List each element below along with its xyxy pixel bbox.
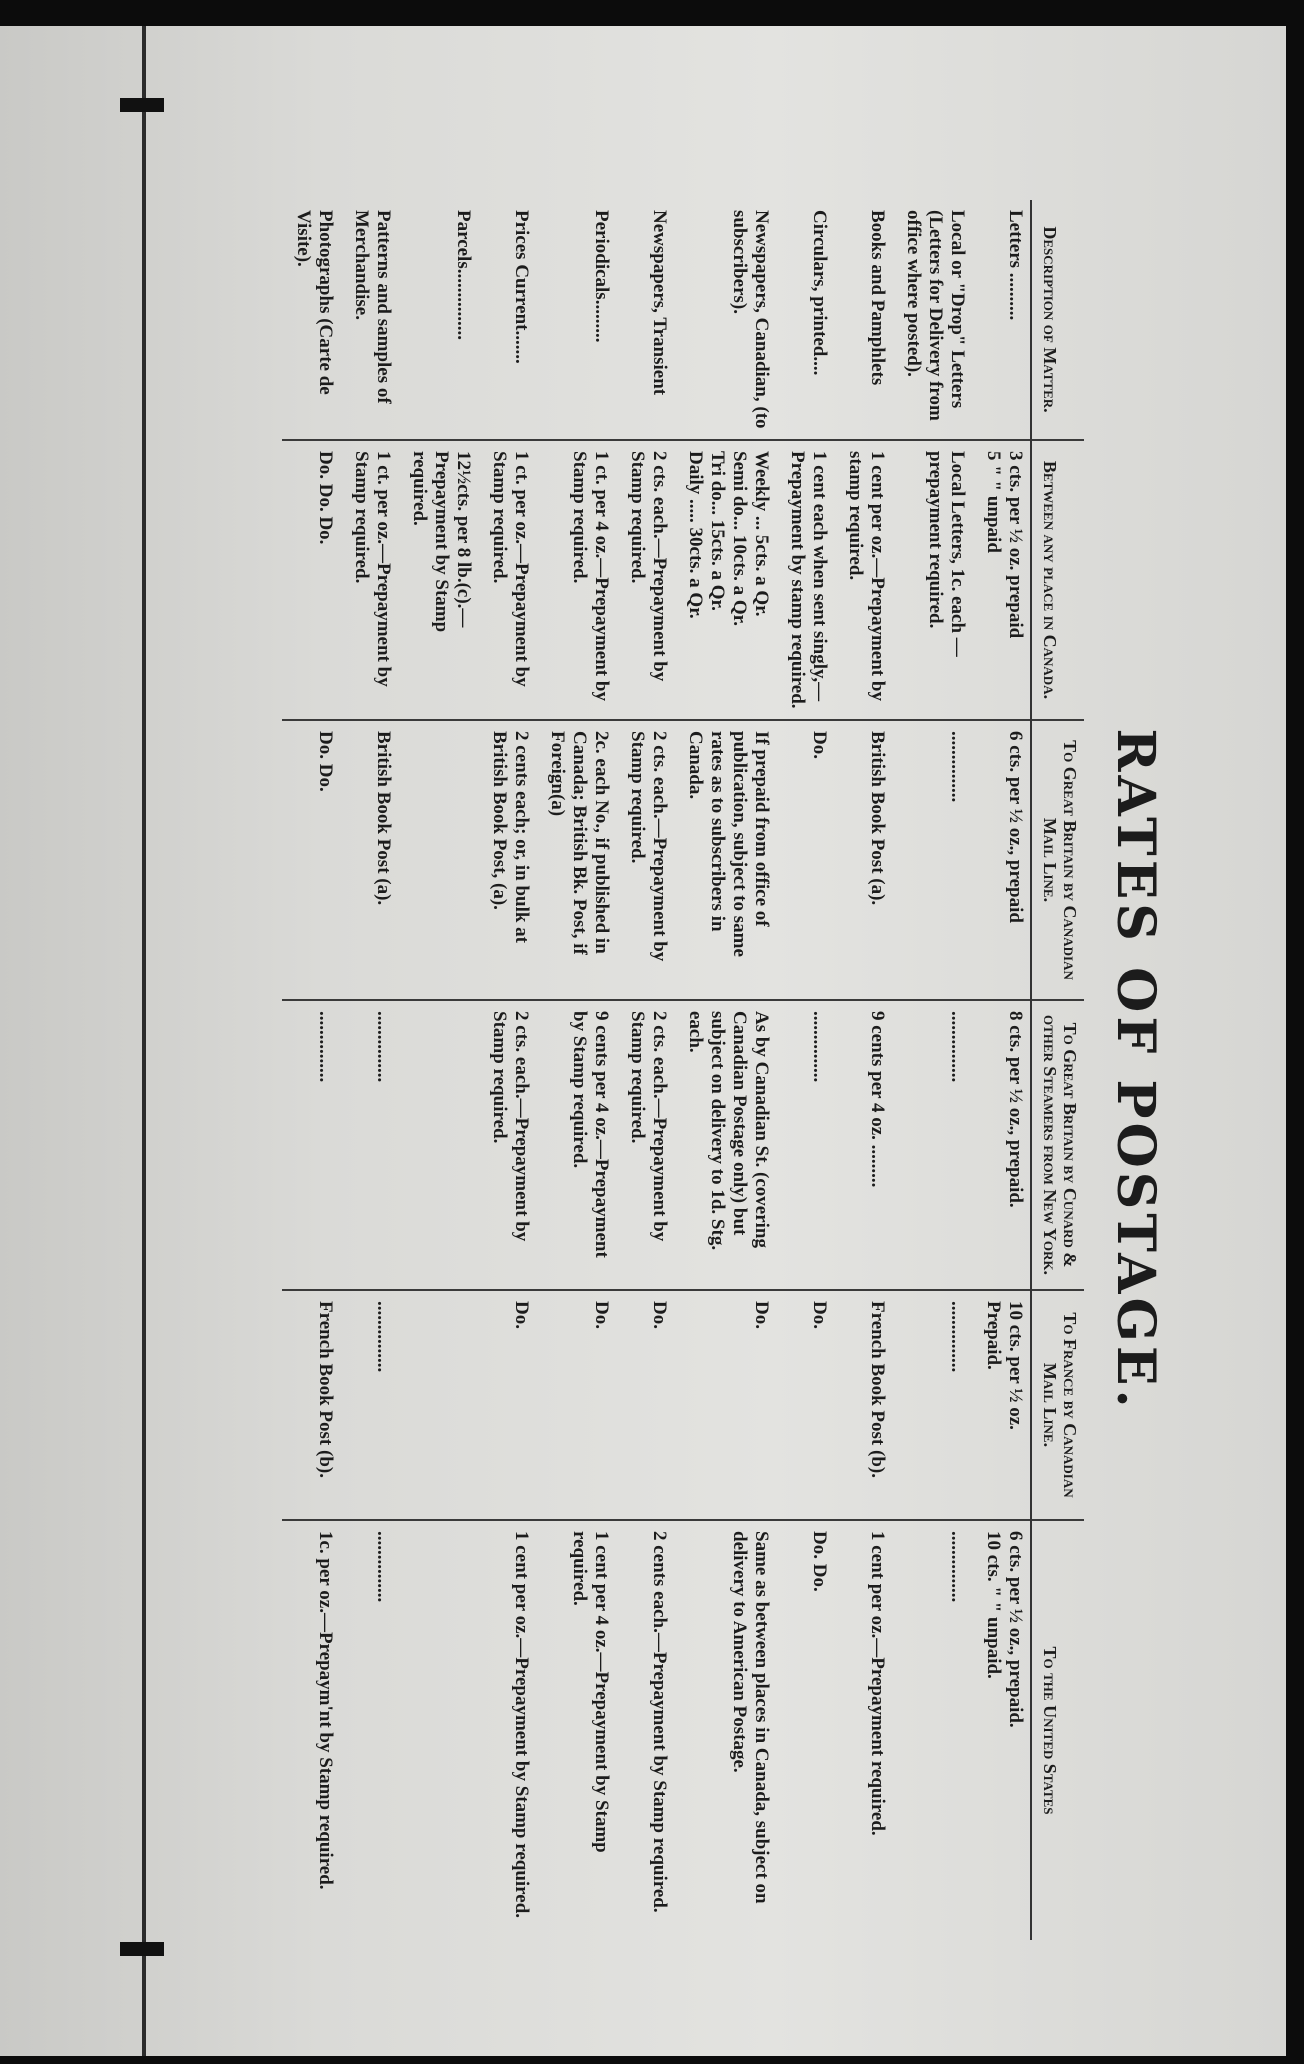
rate-cell: 1 cent each when sent singly,—Prepayment by stamp required. [776,440,834,720]
rate-cell: Do. [616,1290,674,1520]
matter-description-cell: Circulars, printed.... [809,210,830,376]
column-header: To France by Canadian Mail Line. [1031,1290,1084,1520]
rate-cell: Do. Do. [282,720,340,1000]
matter-description-cell: Patterns and samples of Merchandise. [351,210,394,404]
rate-cell: 2 cents each; or, in bulk at British Book Post, (a). [478,720,536,1000]
table-row [674,200,776,1940]
rate-cell: ............... [340,1290,398,1520]
rate-cell: ............... [892,1290,972,1520]
rate-cell: ............... [892,720,972,1000]
rate-cell: Do. [478,1290,536,1520]
table-row [972,200,1031,1940]
page-title: RATES OF POSTAGE. [1105,728,1166,1412]
rate-cell: 1 cent per oz.—Prepayment by Stamp required. [478,1520,536,1940]
rate-cell: ............... [340,1520,398,1940]
rate-cell: Do. Do. Do. [282,440,340,720]
rate-cell: As by Canadian St. (covering Canadian Postage only) but subject on delivery to 1d. Stg. each. [674,1000,776,1290]
rate-cell: ............... [776,1000,834,1290]
column-header: Description of Matter. [1031,200,1084,440]
rate-cell: Do. [674,1290,776,1520]
rate-cell: British Book Post (a). [834,720,892,1000]
rate-cell: Do. [776,720,834,1000]
postage-document [280,200,1180,1940]
rate-cell: 10 cts. per ½ oz. Prepaid. [972,1290,1031,1520]
matter-description-cell: Periodicals......... [591,210,612,343]
binding-clip-icon [120,98,164,112]
rate-cell: ............... [892,1000,972,1290]
rate-cell: 2 cts. each.—Prepayment by Stamp required. [616,440,674,720]
rate-cell: 2 cts. each.—Prepayment by Stamp required. [478,1000,536,1290]
rate-cell: 1 ct. per oz.—Prepayment by Stamp required. [478,440,536,720]
rate-cell [398,1520,478,1940]
rate-cell: Do. [536,1290,616,1520]
rate-cell: ............... [340,1000,398,1290]
table-row [340,200,398,1940]
rate-cell: 12½cts. per 8 lb.(c).—Prepayment by Stamp required. [398,440,478,720]
rate-cell: 3 cts. per ½ oz. prepaid 5 " " unpaid [972,440,1031,720]
matter-description-cell: Books and Pamphlets [867,210,888,386]
matter-description-cell: Letters .......... [1005,210,1026,321]
rate-cell: 8 cts. per ½ oz., prepaid. [972,1000,1031,1290]
table-row [398,200,478,1940]
rates-table [282,200,1084,1940]
margin-rule [142,26,146,2056]
rate-cell: 1 ct. per oz.—Prepayment by Stamp required. [340,440,398,720]
rate-cell [398,1290,478,1520]
column-header: To Great Britain by Canadian Mail Line. [1031,720,1084,1000]
rate-cell: 1c. per oz.—Prepaym'nt by Stamp required. [282,1520,340,1940]
matter-description-cell: Local or "Drop" Letters (Letters for Delivery from office where posted). [903,210,968,421]
table-row [834,200,892,1940]
table-header-row [1031,200,1084,1940]
rate-cell: 9 cents per 4 oz. ......... [834,1000,892,1290]
rate-cell: 6 cts. per ½ oz., prepaid. 10 cts. " " unpaid. [972,1520,1031,1940]
rate-cell: French Book Post (b). [282,1290,340,1520]
rate-cell: Do. Do. [776,1520,834,1940]
rate-cell: 2c. each No., if published in Canada; British Bk. Post, if Foreign(a) [536,720,616,1000]
table-row [776,200,834,1940]
table-row [616,200,674,1940]
table-row [536,200,616,1940]
rate-cell: ............... [892,1520,972,1940]
rate-cell: 1 cent per oz.—Prepayment required. [834,1520,892,1940]
rate-cell: If prepaid from office of publication, subject to same rates as to subscribers in Canada. [674,720,776,1000]
matter-description-cell: Parcels............... [453,210,474,340]
matter-description-cell: Photographs (Carte de Visite). [293,210,336,395]
column-header: To the United States [1031,1520,1084,1940]
matter-description-cell: Newspapers, Canadian, (to subscribers). [729,210,772,429]
table-row [892,200,972,1940]
rate-cell: ............... [282,1000,340,1290]
rate-cell: 6 cts. per ½ oz., prepaid [972,720,1031,1000]
matter-description-cell: Newspapers, Transient [649,210,670,396]
table-row [282,200,340,1940]
rate-cell [398,720,478,1000]
matter-description-cell: Prices Current....... [511,210,532,364]
table-row [478,200,536,1940]
column-header: Between any place in Canada. [1031,440,1084,720]
rate-cell: British Book Post (a). [340,720,398,1000]
rate-cell: 2 cts. each.—Prepayment by Stamp required. [616,720,674,1000]
rate-cell: Local Letters, 1c. each — prepayment required. [892,440,972,720]
rate-cell: 2 cts. each.—Prepayment by Stamp required. [616,1000,674,1290]
rate-cell: 1 cent per oz.—Prepayment by stamp required. [834,440,892,720]
rate-cell: 1 cent per 4 oz.—Prepayment by Stamp required. [536,1520,616,1940]
rate-cell: 1 ct. per 4 oz.—Prepayment by Stamp required. [536,440,616,720]
binding-clip-icon [120,1942,164,1956]
rate-cell: Same as between places in Canada, subject on delivery to American Postage. [674,1520,776,1940]
rate-cell: Do. [776,1290,834,1520]
rate-cell: 2 cents each.—Prepayment by Stamp required. [616,1520,674,1940]
rate-cell [398,1000,478,1290]
rate-cell: Weekly ... 5cts. a Qr. Semi do... 10cts. a Qr. Tri do... 15cts. a Qr. Daily ..... 30cts. a Qr. [674,440,776,720]
rate-cell: 9 cents per 4 oz.—Prepayment by Stamp required. [536,1000,616,1290]
column-header: To Great Britain by Cunard & other Steamers from New York. [1031,1000,1084,1290]
rate-cell: French Book Post (b). [834,1290,892,1520]
